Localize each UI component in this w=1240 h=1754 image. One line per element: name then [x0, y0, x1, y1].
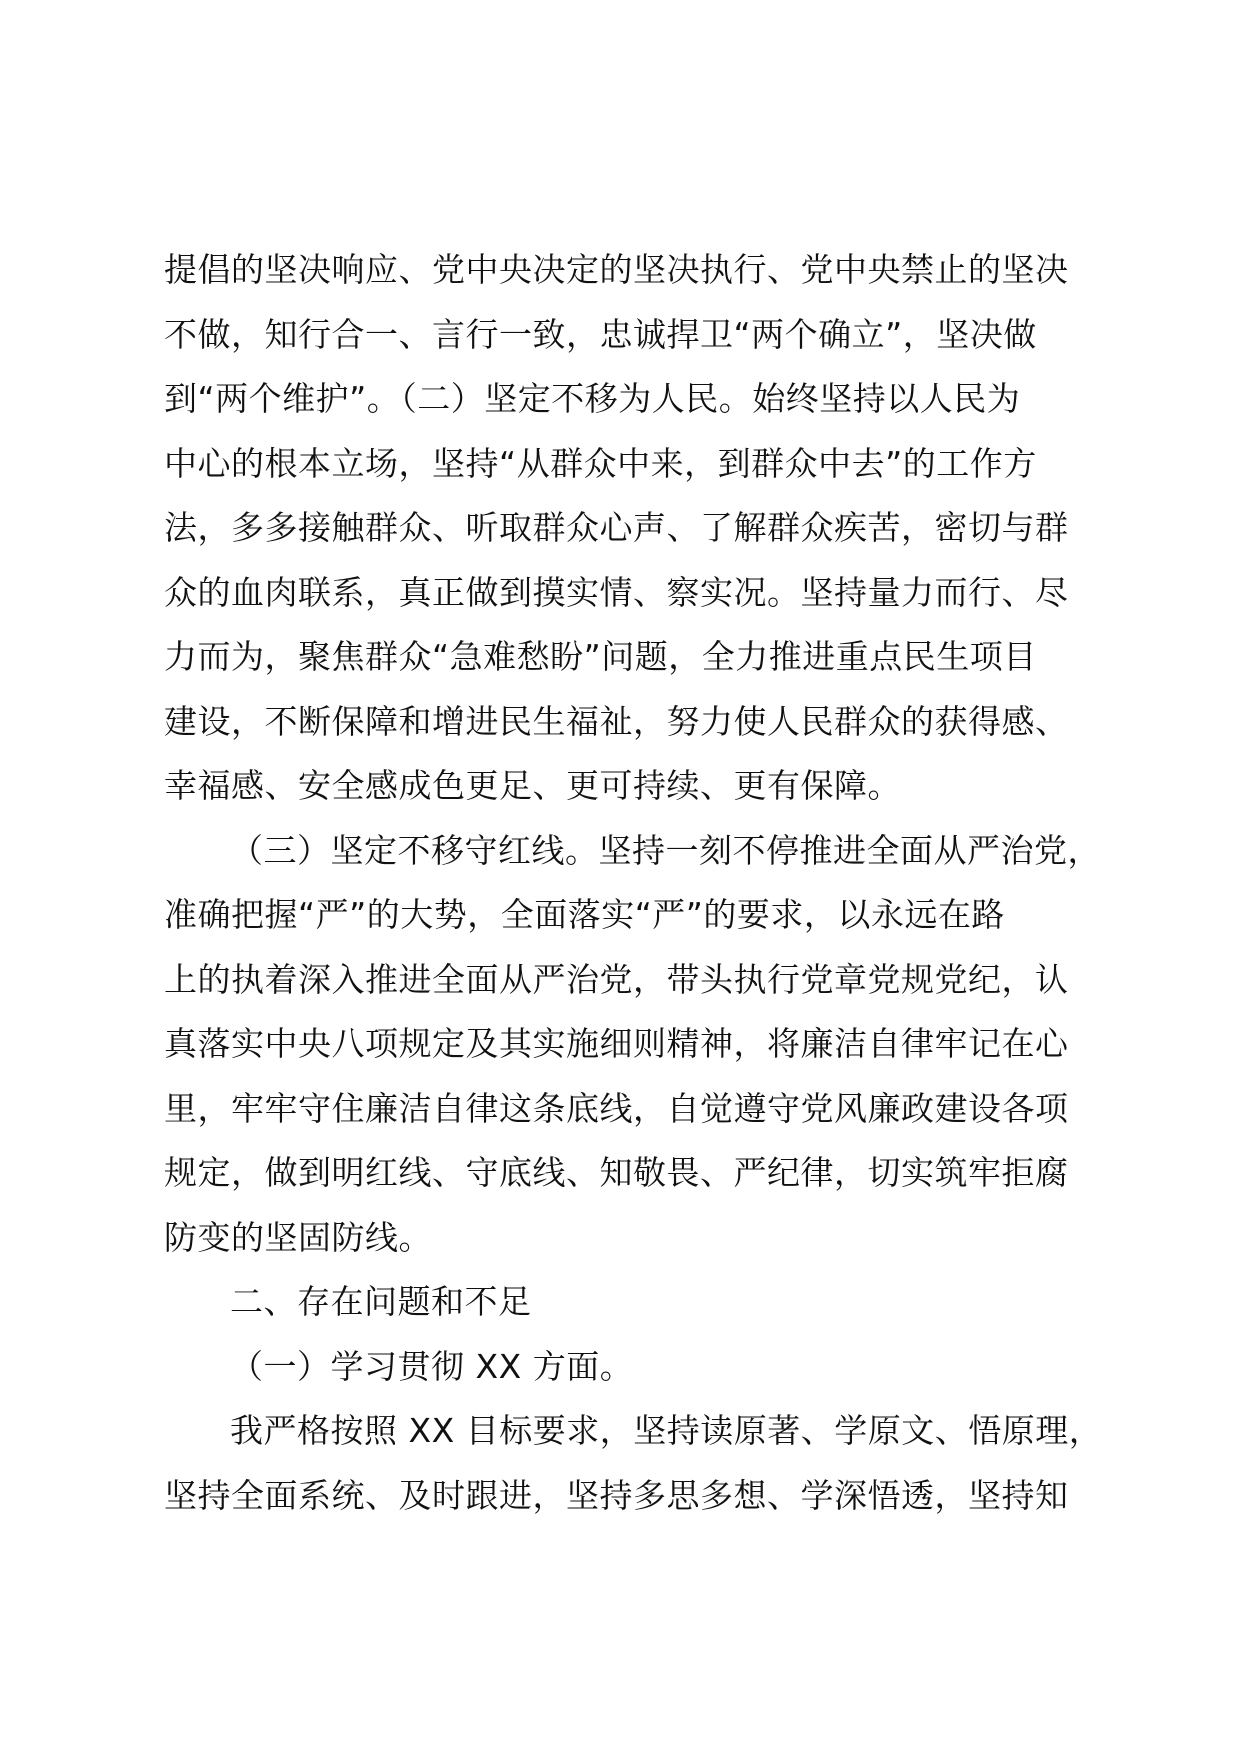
text-line: 不做，知行合一、言行一致，忠诚捍卫“两个确立”，坚决做 [164, 314, 1037, 354]
text-line: 提倡的坚决响应、党中央决定的坚决执行、党中央禁止的坚决 [164, 250, 1069, 289]
text-line: 力而为，聚焦群众“急难愁盼”问题，全力推进重点民生项目 [164, 637, 1037, 676]
text-line: 上的执着深入推进全面从严治党，带头执行党章党规党纪，认 [164, 959, 1069, 999]
text-line: 真落实中央八项规定及其实施细则精神，将廉洁自律牢记在心 [164, 1024, 1069, 1063]
body-text [164, 238, 1104, 1528]
text-line: 中心的根本立场，坚持“从群众中来，到群众中去”的工作方 [164, 443, 1037, 483]
subsection-heading: （一）学习贯彻 XX 方面。 [230, 1346, 634, 1386]
text-line: 众的血肉联系，真正做到摸实情、察实况。坚持量力而行、尽 [164, 572, 1069, 612]
text-line: 幸福感、安全感成色更足、更可持续、更有保障。 [164, 766, 901, 805]
text-line: 规定，做到明红线、守底线、知敬畏、严纪律，切实筑牢拒腐 [164, 1153, 1069, 1192]
text-line: 里，牢牢守住廉洁自律这条底线，自觉遵守党风廉政建设各项 [164, 1088, 1069, 1128]
text-line: 建设，不断保障和增进民生福祉，努力使人民群众的获得感、 [164, 701, 1069, 741]
text-line: 法，多多接触群众、听取群众心声、了解群众疾苦，密切与群 [164, 508, 1069, 547]
paragraph-start-line: （三）坚定不移守红线。坚持一刻不停推进全面从严治党， [230, 830, 1101, 870]
section-heading: 二、存在问题和不足 [230, 1282, 532, 1321]
text-line: 准确把握“严”的大势，全面落实“严”的要求，以永远在路 [164, 895, 1005, 934]
text-line: 坚持全面系统、及时跟进，坚持多思多想、学深悟透，坚持知 [164, 1475, 1069, 1515]
text-line: 防变的坚固防线。 [164, 1217, 432, 1257]
paragraph-start-line: 我严格按照 XX 目标要求，坚持读原著、学原文、悟原理， [230, 1411, 1103, 1450]
text-line: 到“两个维护”。（二）坚定不移为人民。始终坚持以人民为 [164, 379, 1021, 418]
